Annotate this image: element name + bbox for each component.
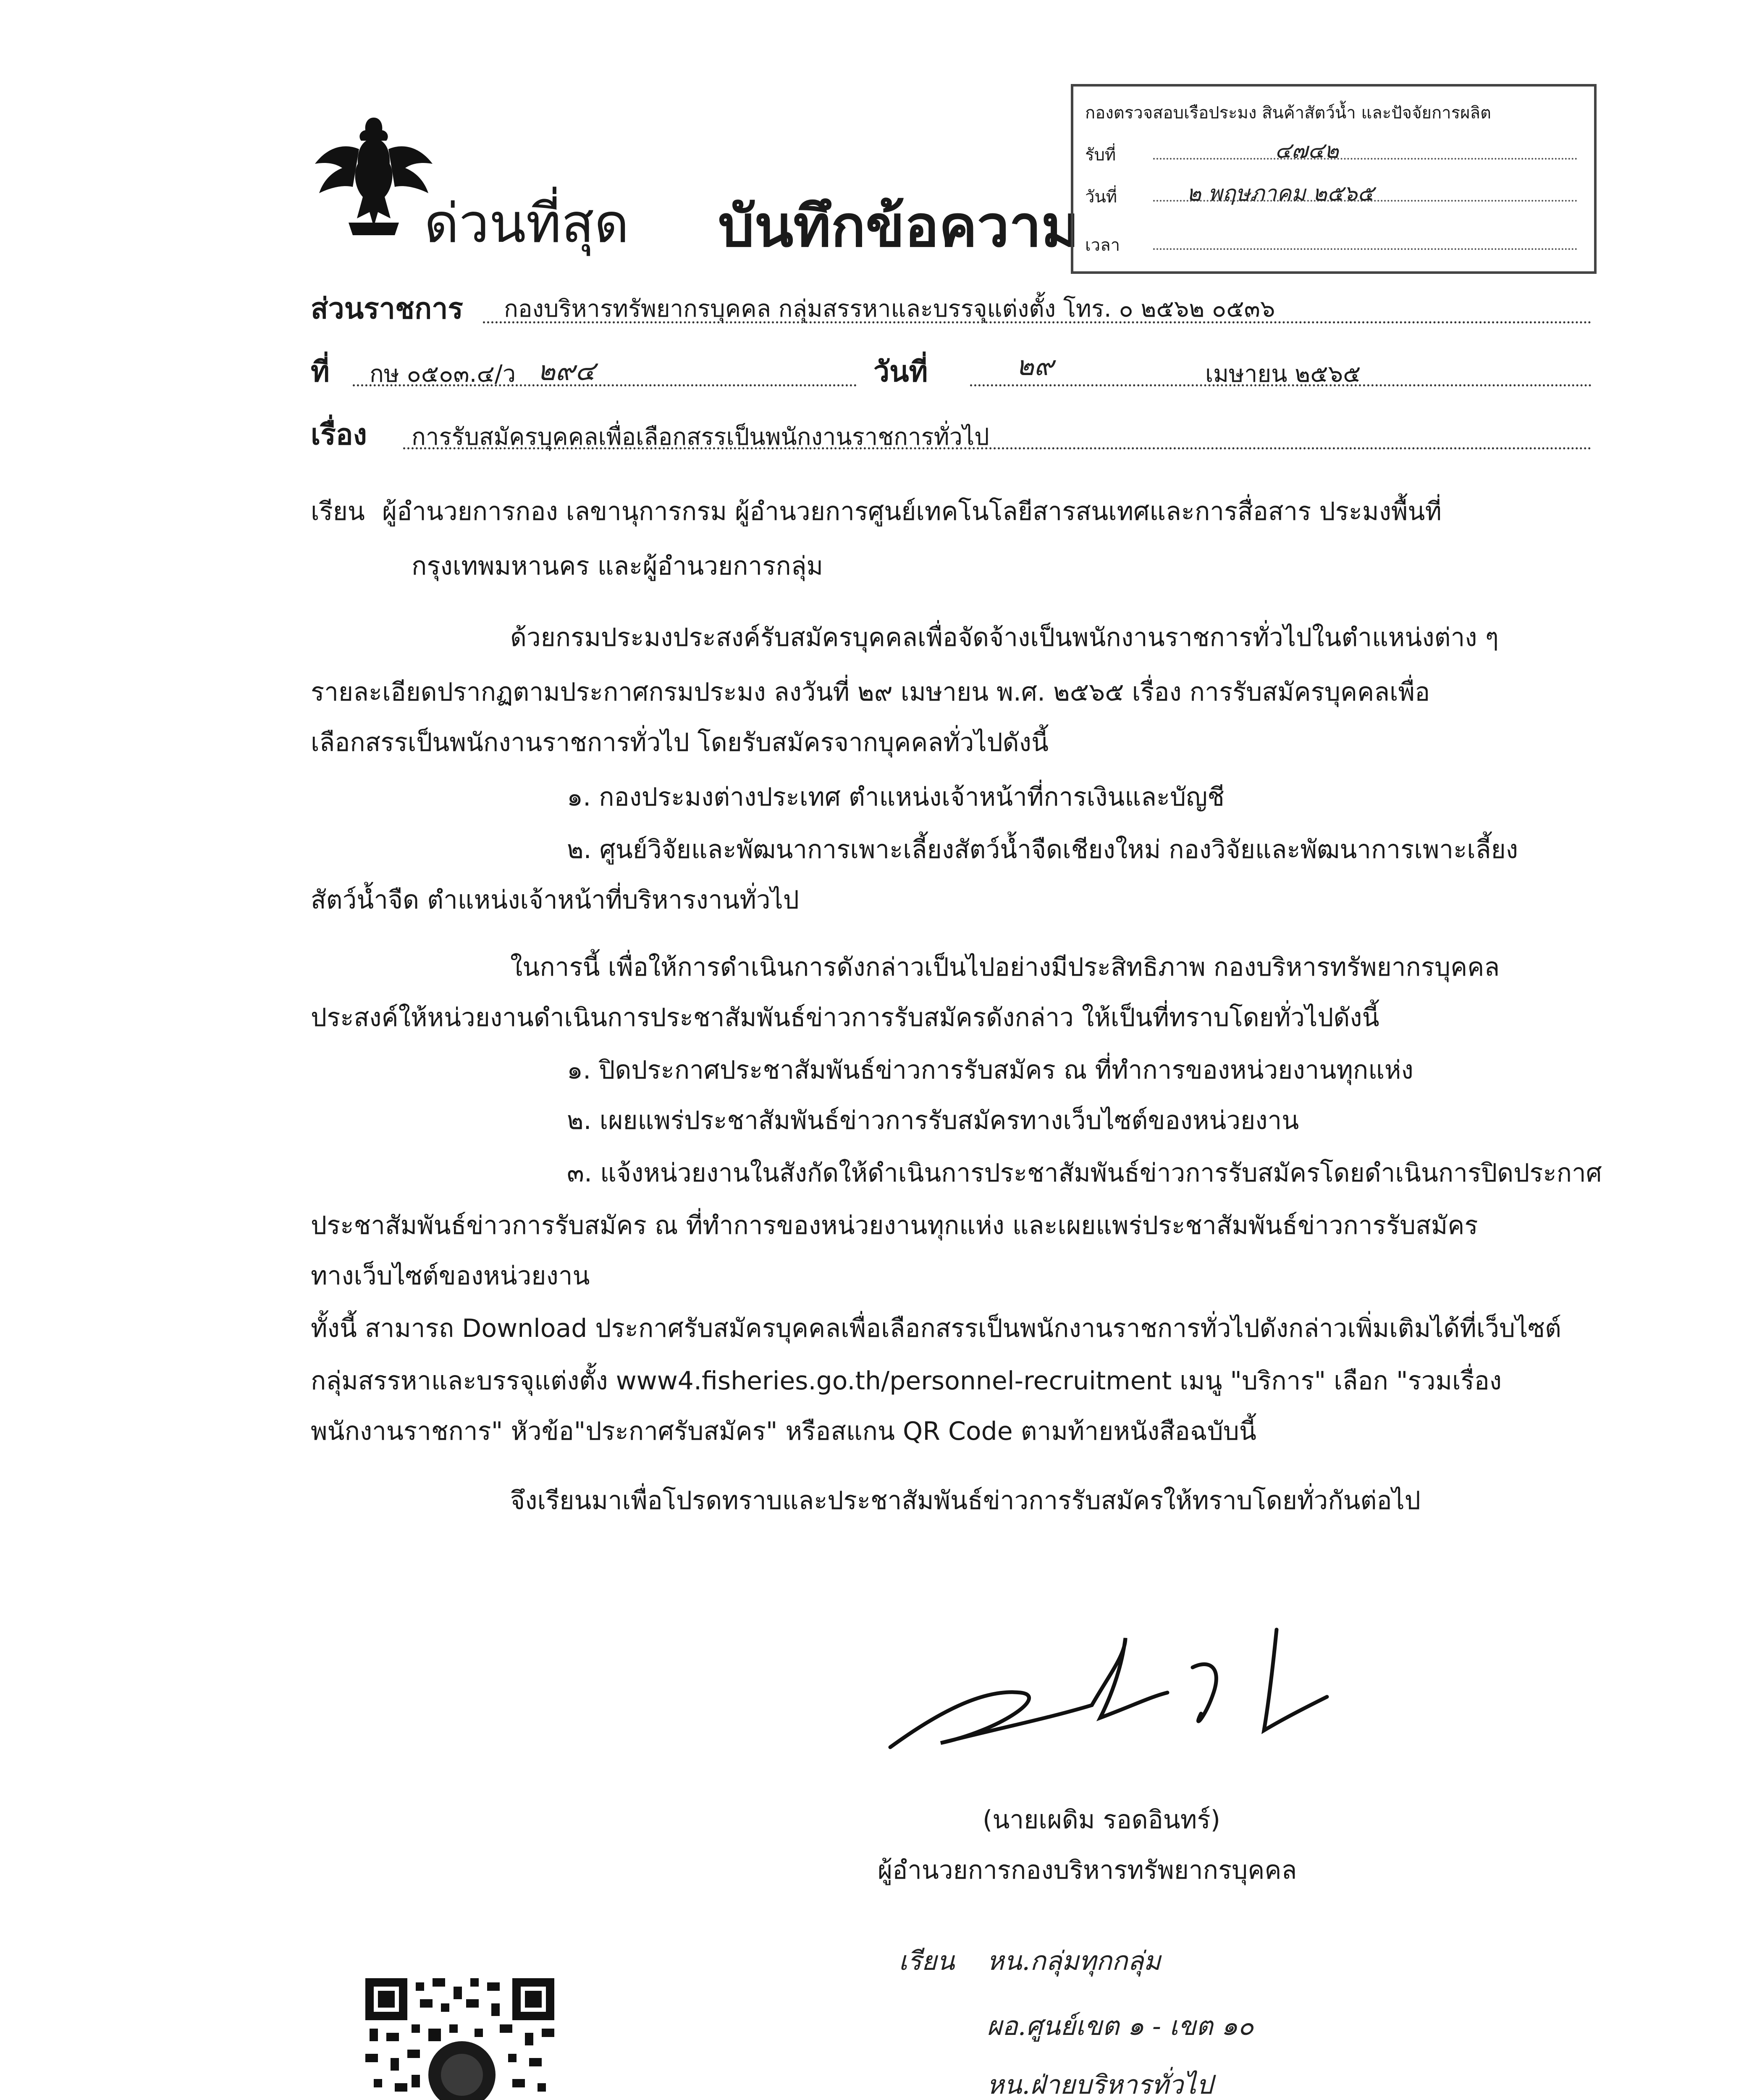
paragraph-1-line-3: เลือกสรรเป็นพนักงานราชการทั่วไป โดยรับสมัครจากบุคคลทั่วไปดังนี้ xyxy=(311,728,1049,757)
stamp-time-label: เวลา xyxy=(1085,236,1120,255)
paragraph-2-line-2: ประสงค์ให้หน่วยงานดำเนินการประชาสัมพันธ์ข่าวการรับสมัครดังกล่าว ให้เป็นที่ทราบโดยทั่วไปดังนี้ xyxy=(311,1003,1379,1032)
date-day: ๒๙ xyxy=(1016,351,1054,382)
pr-item-1: ๑. ปิดประกาศประชาสัมพันธ์ข่าวการรับสมัคร ณ ที่ทำการของหน่วยงานทุกแห่ง xyxy=(567,1055,1413,1085)
urgency-label: ด่วนที่สุด xyxy=(424,192,629,255)
ref-label: ที่ xyxy=(311,355,330,388)
annotation-to-label: เรียน xyxy=(899,1945,955,1976)
pr-item-3-line-2: ประชาสัมพันธ์ข่าวการรับสมัคร ณ ที่ทำการของหน่วยงานทุกแห่ง และเผยแพร่ประชาสัมพันธ์ข่าวการรับสมัคร xyxy=(311,1211,1478,1240)
download-line-3: พนักงานราชการ" หัวข้อ"ประกาศรับสมัคร" หรือสแกน QR Code ตามท้ายหนังสือฉบับนี้ xyxy=(311,1417,1256,1446)
document-title: บันทึกข้อความ xyxy=(718,194,1079,260)
paragraph-2-line-1: ในการนี้ เพื่อให้การดำเนินการดังกล่าวเป็นไปอย่างมีประสิทธิภาพ กองบริหารทรัพยากรบุคคล xyxy=(510,953,1500,982)
paragraph-1-line-1: ด้วยกรมประมงประสงค์รับสมัครบุคคลเพื่อจัดจ้างเป็นพนักงานราชการทั่วไปในตำแหน่งต่าง ๆ xyxy=(510,623,1499,652)
to-label: เรียน xyxy=(311,497,365,526)
signatory-1-position: ผู้อำนวยการกองบริหารทรัพยากรบุคคล xyxy=(878,1856,1297,1885)
signatory-1-name: (นายเผดิม รอดอินทร์) xyxy=(983,1805,1220,1835)
stamp-org: กองตรวจสอบเรือประมง สินค้าสัตว์น้ำ และปัจจัยการผลิต xyxy=(1085,103,1492,123)
pr-item-3-line-3: ทางเว็บไซต์ของหน่วยงาน xyxy=(311,1261,590,1291)
stamp-received-no: ๔๗๔๒ xyxy=(1275,138,1339,163)
download-line-1: ทั้งนี้ สามารถ Download ประกาศรับสมัครบุคคลเพื่อเลือกสรรเป็นพนักงานราชการทั่วไปดังกล่าวเพิ่มเติมได้ที่เว็บไซต์ xyxy=(311,1314,1561,1343)
signature-1-handwriting xyxy=(873,1621,1335,1781)
list-item-1: ๑. กองประมงต่างประเทศ ตำแหน่งเจ้าหน้าที่การเงินและบัญชี xyxy=(567,782,1225,812)
garuda-emblem xyxy=(311,109,437,244)
closing-line: จึงเรียนมาเพื่อโปรดทราบและประชาสัมพันธ์ข่าวการรับสมัครให้ทราบโดยทั่วกันต่อไป xyxy=(510,1486,1421,1515)
date-label: วันที่ xyxy=(873,355,928,388)
to-line-2: กรุงเทพมหานคร และผู้อำนวยการกลุ่ม xyxy=(412,551,823,581)
annotation-line-2: ผอ.ศูนย์เขต ๑ - เขต ๑๐ xyxy=(987,2011,1254,2041)
annotation-line-1: หน.กลุ่มทุกกลุ่ม xyxy=(987,1945,1161,1976)
to-line-1: ผู้อำนวยการกอง เลขานุการกรม ผู้อำนวยการศูนย์เทคโนโลยีสารสนเทศและการสื่อสาร ประมงพื้นที่ xyxy=(382,497,1442,526)
download-line-2: กลุ่มสรรหาและบรรจุแต่งตั้ง www4.fisheries.go.th/personnel-recruitment เมนู "บริการ" เลือก "รวมเรื่อง xyxy=(311,1366,1502,1396)
ref-value: กษ ๐๕๐๓.๔/ว xyxy=(370,360,516,388)
list-item-2-line-2: สัตว์น้ำจืด ตำแหน่งเจ้าหน้าที่บริหารงานทั่วไป xyxy=(311,885,799,915)
dept-label: ส่วนราชการ xyxy=(311,292,463,326)
ref-handwritten-number: ๒๙๔ xyxy=(538,356,595,387)
stamp-date-label: วันที่ xyxy=(1085,187,1117,207)
qr-code xyxy=(361,1974,559,2100)
subject-label: เรื่อง xyxy=(311,418,367,452)
subject-value: การรับสมัครบุคคลเพื่อเลือกสรรเป็นพนักงานราชการทั่วไป xyxy=(412,423,989,451)
stamp-received-label: รับที่ xyxy=(1085,145,1116,165)
annotation-line-3: หน.ฝ่ายบริหารทั่วไป xyxy=(987,2069,1213,2100)
paragraph-1-line-2: รายละเอียดปรากฏตามประกาศกรมประมง ลงวันที่ ๒๙ เมษายน พ.ศ. ๒๕๖๕ เรื่อง การรับสมัครบุคคลเพื่อ xyxy=(311,677,1430,707)
pr-item-3-line-1: ๓. แจ้งหน่วยงานในสังกัดให้ดำเนินการประชาสัมพันธ์ข่าวการรับสมัครโดยดำเนินการปิดประกาศ xyxy=(567,1158,1602,1188)
dept-value: กองบริหารทรัพยากรบุคคล กลุ่มสรรหาและบรรจุแต่งตั้ง โทร. ๐ ๒๕๖๒ ๐๕๓๖ xyxy=(504,295,1275,323)
stamp-date-value: ๒ พฤษภาคม ๒๕๖๕ xyxy=(1187,181,1374,206)
pr-item-2: ๒. เผยแพร่ประชาสัมพันธ์ข่าวการรับสมัครทางเว็บไซต์ของหน่วยงาน xyxy=(567,1106,1299,1135)
receipt-stamp xyxy=(1071,84,1597,274)
date-month-year: เมษายน ๒๕๖๕ xyxy=(1205,360,1361,388)
list-item-2-line-1: ๒. ศูนย์วิจัยและพัฒนาการเพาะเลี้ยงสัตว์น้ำจืดเชียงใหม่ กองวิจัยและพัฒนาการเพาะเลี้ยง xyxy=(567,835,1518,864)
